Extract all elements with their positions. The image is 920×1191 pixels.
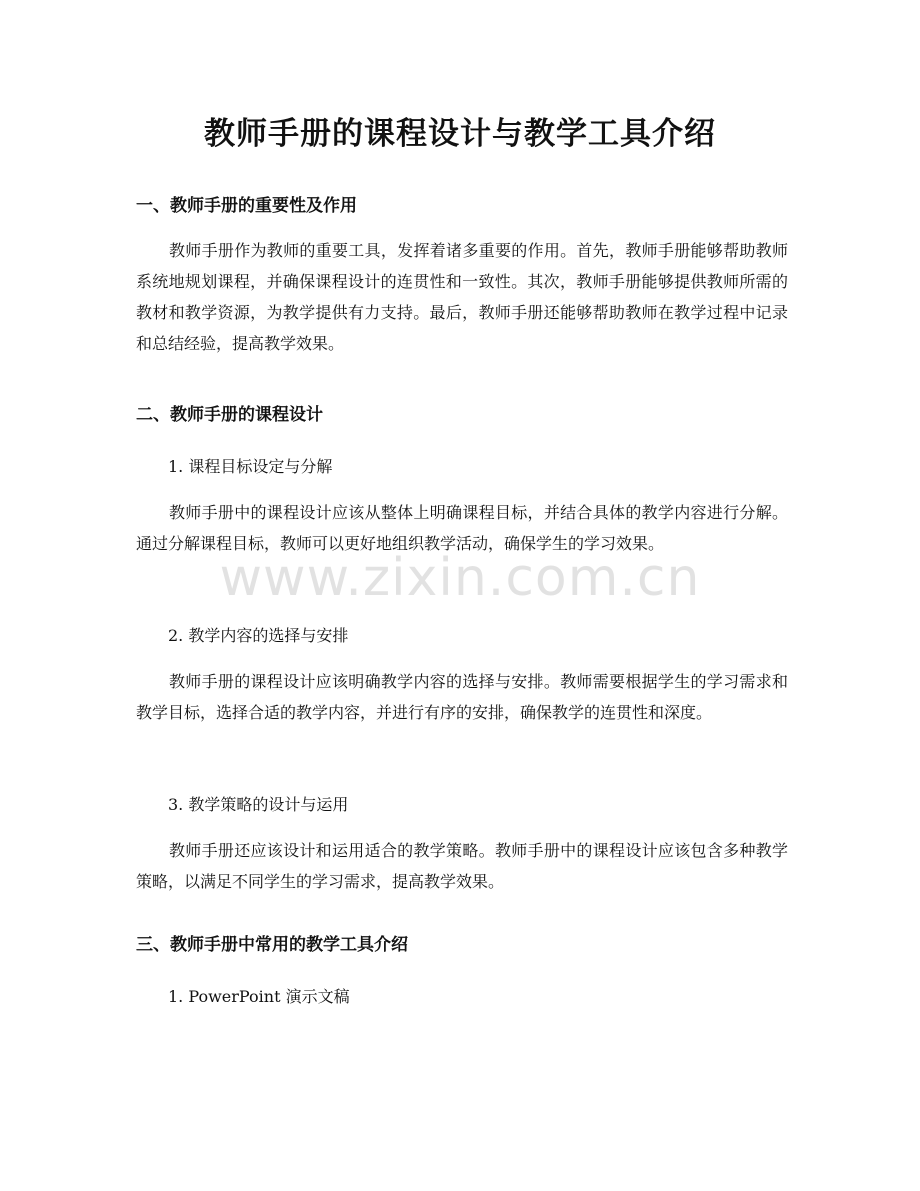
- section-2-item-2-paragraph: 教师手册的课程设计应该明确教学内容的选择与安排。教师需要根据学生的学习需求和教学目标，选择合适的教学内容，并进行有序的安排，确保教学的连贯性和深度。: [136, 672, 788, 722]
- section-1-paragraph: 教师手册作为教师的重要工具，发挥着诸多重要的作用。首先，教师手册能够帮助教师系统地规划课程，并确保课程设计的连贯性和一致性。其次，教师手册能够提供教师所需的教材和教学资源，为教学提供有力支持。最后，教师手册还能够帮助教师在教学过程中记录和总结经验，提高教学效果。: [136, 241, 788, 353]
- section-2-item-1-label: 1. 课程目标设定与分解: [168, 457, 333, 476]
- section-2-item-3-paragraph: 教师手册还应该设计和运用适合的教学策略。教师手册中的课程设计应该包含多种教学策略，以满足不同学生的学习需求，提高教学效果。: [136, 841, 788, 891]
- section-2-item-2-label: 2. 教学内容的选择与安排: [168, 626, 349, 645]
- section-2-item-3-label: 3. 教学策略的设计与运用: [168, 795, 349, 814]
- watermark: www.zixin.com.cn: [219, 548, 701, 608]
- section-heading-3: 三、教师手册中常用的教学工具介绍: [136, 935, 408, 955]
- section-heading-2: 二、教师手册的课程设计: [136, 405, 323, 425]
- section-heading-1: 一、教师手册的重要性及作用: [136, 196, 357, 216]
- section-2-item-1-paragraph: 教师手册中的课程设计应该从整体上明确课程目标，并结合具体的教学内容进行分解。通过分解课程目标，教师可以更好地组织教学活动，确保学生的学习效果。: [136, 503, 788, 553]
- section-3-item-1-label: 1. PowerPoint 演示文稿: [168, 987, 350, 1006]
- document-title: 教师手册的课程设计与教学工具介绍: [204, 116, 716, 152]
